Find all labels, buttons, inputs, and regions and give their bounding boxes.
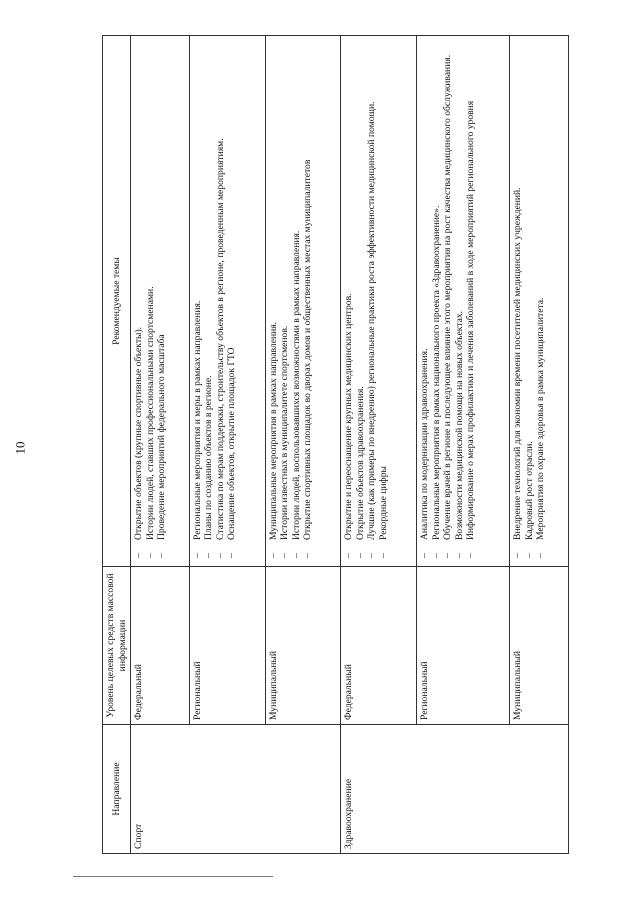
topics-list <box>133 40 168 562</box>
topics-list <box>419 40 477 562</box>
page-number: 10 <box>12 441 28 455</box>
topics-cell <box>341 36 417 567</box>
list-item: – Муниципальные мероприятия в рамках направления. <box>268 40 280 562</box>
header-direction: Направление <box>103 725 131 854</box>
list-item: – Открытие объектов здравоохранения. <box>355 40 367 562</box>
media-topics-table <box>102 35 569 854</box>
level-cell: Региональный <box>417 567 510 725</box>
topics-list <box>268 40 314 562</box>
topics-cell <box>510 36 569 567</box>
list-item: – Истории людей, ставших профессиональными спортсменами. <box>145 40 157 562</box>
list-item: – Региональные мероприятия и меры в рамках направления. <box>192 40 204 562</box>
direction-cell-healthcare: Здравоохранение <box>341 725 569 854</box>
list-item: – Аналитика по модернизации здравоохранения. <box>419 40 431 562</box>
list-item: – Оснащение объектов, открытие площадок ГТО <box>226 40 238 562</box>
topics-list <box>192 40 238 562</box>
list-item: – Открытие объектов (крупные спортивные объекты). <box>133 40 145 562</box>
table-row <box>131 36 190 854</box>
list-item: – Истории известных в муниципалитете спортсменов. <box>279 40 291 562</box>
list-item: – Планы по созданию объектов в регионе. <box>203 40 215 562</box>
header-media-level: Уровень целевых средств массовой информации <box>103 567 131 725</box>
list-item: – Открытие и переоснащение крупных медицинских центров. <box>343 40 355 562</box>
list-item: – Истории людей, воспользовавшихся возможностями в рамках направления. <box>291 40 303 562</box>
topics-table-container <box>102 36 569 854</box>
list-item: – Кадровый рост отрасли. <box>524 40 536 562</box>
table-header-row <box>103 36 131 854</box>
list-item: – Информирование о мерах профилактики и лечения заболеваний в ходе мероприятий регионального уровня <box>465 40 477 562</box>
list-item: – Возможности медицинской помощи на новых объектах. <box>454 40 466 562</box>
topics-cell <box>189 36 265 567</box>
level-cell: Муниципальный <box>265 567 341 725</box>
list-item: – Региональные мероприятия в рамках национального проекта «Здравоохранение». <box>431 40 443 562</box>
topics-list <box>512 40 547 562</box>
level-cell: Региональный <box>189 567 265 725</box>
header-recommended-topics: Рекомендуемые темы <box>103 36 131 567</box>
list-item: – Рекордные цифры <box>378 40 390 562</box>
table-row <box>341 36 417 854</box>
level-cell: Федеральный <box>341 567 417 725</box>
topics-cell <box>417 36 510 567</box>
list-item: – Внедрение технологий для экономии времени посетителей медицинских учреждений. <box>512 40 524 562</box>
list-item: – Открытие спортивных площадок во дворах домов и общественных местах муниципалитетов <box>302 40 314 562</box>
list-item: – Статистика по мерам поддержки, строительству объектов в регионе, проведенным мероприятиям. <box>215 40 227 562</box>
direction-cell-sport: Спорт <box>131 725 341 854</box>
topics-cell <box>265 36 341 567</box>
list-item: – Проведение мероприятий федерального масштаба <box>156 40 168 562</box>
list-item: – Обучение врачей в регионе и последующее влияние этого мероприятия на рост качества медицинского обслуживания. <box>442 40 454 562</box>
level-cell: Муниципальный <box>510 567 569 725</box>
list-item: – Мероприятия по охране здоровья в рамка муниципалитета. <box>535 40 547 562</box>
level-cell: Федеральный <box>131 567 190 725</box>
topics-cell <box>131 36 190 567</box>
footnote-divider <box>73 876 273 877</box>
list-item: – Лучшие (как примеры по внедрению) региональные практики роста эффективности медицинской помощи. <box>366 40 378 562</box>
topics-list <box>343 40 389 562</box>
